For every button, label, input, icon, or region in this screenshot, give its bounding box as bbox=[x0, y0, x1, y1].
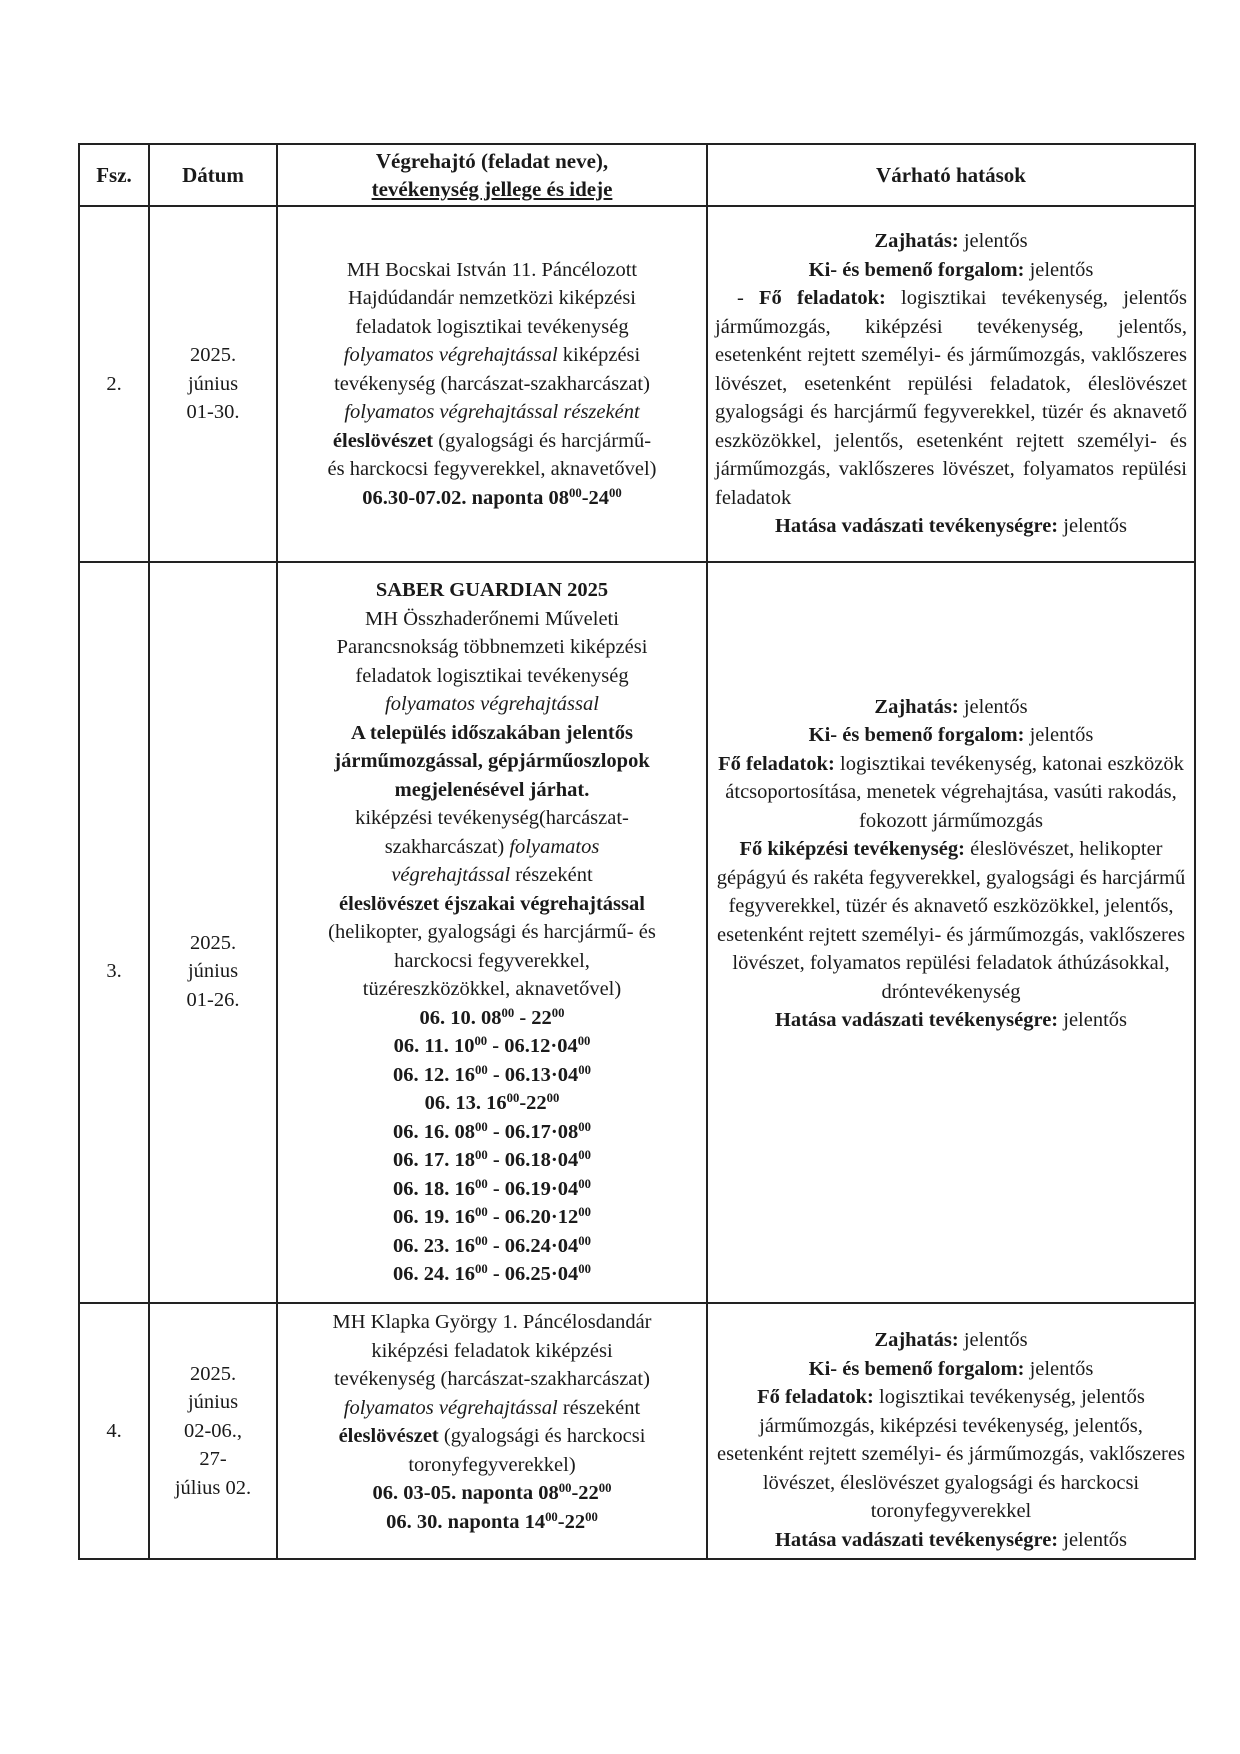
effect-label: Fő kiképzési tevékenység: bbox=[739, 838, 965, 860]
time-text: - 06.18·04 bbox=[487, 1149, 579, 1172]
effect-label: Zajhatás: bbox=[874, 1329, 959, 1351]
time-text: 06. 16. 08 bbox=[393, 1120, 476, 1143]
time-sup: 00 bbox=[578, 1148, 591, 1163]
task-line: megjelenésével járhat. bbox=[394, 778, 590, 801]
effect-value: jelentős bbox=[958, 1329, 1028, 1351]
time-text: 06. 30. naponta 14 bbox=[386, 1510, 546, 1533]
time-text: -24 bbox=[581, 486, 610, 509]
task-text: (gyalogsági és harckocsi bbox=[438, 1425, 646, 1447]
row-number: 3. bbox=[79, 562, 149, 1303]
time-text: - 06.19·04 bbox=[487, 1177, 579, 1200]
effect-value: logisztikai tevékenység, jelentős járműmozgás, kiképzési tevékenység, jelentős, esetenként rejtett személyi- és járműmozgás, vaklőszeres lövészet, éleslövészet gyalogsági és harckocsi toronyfegyverekkel bbox=[717, 1386, 1185, 1522]
time-text: -22 bbox=[557, 1510, 586, 1533]
effect-label: Zajhatás: bbox=[874, 230, 959, 253]
task-line: tüzéreszközökkel, aknavetővel) bbox=[362, 978, 622, 1001]
effect-main bbox=[715, 284, 1187, 512]
date-line: 27- bbox=[199, 1448, 227, 1471]
effect-value: jelentős bbox=[958, 695, 1028, 718]
time-sup: 00 bbox=[475, 1119, 488, 1134]
effect-value: jelentős bbox=[1058, 1528, 1128, 1551]
task-italic: folyamatos végrehajtással bbox=[343, 344, 558, 367]
task-line: kiképzési feladatok kiképzési bbox=[371, 1339, 613, 1362]
effect-traffic bbox=[715, 1355, 1187, 1384]
time-slot bbox=[285, 1175, 699, 1204]
task-description bbox=[277, 1303, 707, 1559]
time-sup: 00 bbox=[475, 1148, 488, 1163]
effect-value: jelentős bbox=[1058, 1009, 1128, 1031]
effect-label: Hatása vadászati tevékenységre: bbox=[774, 1009, 1059, 1031]
time-text: -22 bbox=[519, 1092, 547, 1115]
time-sup: 00 bbox=[578, 1176, 591, 1191]
task-line: feladatok logisztikai tevékenység bbox=[355, 315, 629, 338]
expected-effects bbox=[707, 1303, 1195, 1559]
time-sup: 00 bbox=[578, 1233, 591, 1248]
task-text: részeként bbox=[510, 864, 593, 887]
task-line bbox=[285, 1422, 699, 1451]
task-bold: éleslövészet bbox=[338, 1425, 439, 1447]
time-text: 06. 10. 08 bbox=[419, 1006, 502, 1029]
time-sup: 00 bbox=[546, 1091, 560, 1106]
table-row bbox=[79, 1303, 1195, 1559]
time-slot bbox=[285, 1032, 699, 1061]
time-text: - 06.12·04 bbox=[487, 1035, 578, 1058]
time-text: - 06.24·04 bbox=[487, 1234, 579, 1257]
header-vegrehajto-line2: tevékenység jellege és ideje bbox=[371, 177, 613, 201]
header-vegrehajto-line1: Végrehajtó (feladat neve), bbox=[375, 149, 609, 173]
task-text: részeként bbox=[557, 1396, 641, 1419]
date-line: június bbox=[187, 372, 239, 395]
table-row bbox=[79, 562, 1195, 1303]
task-text: szakharcászat) bbox=[384, 835, 510, 858]
time-text: 06. 12. 16 bbox=[393, 1063, 476, 1086]
date-line: 2025. bbox=[189, 931, 237, 954]
row-number: 4. bbox=[79, 1303, 149, 1559]
task-line: Parancsnokság többnemzeti kiképzési bbox=[336, 636, 648, 659]
date-line: 01-26. bbox=[186, 988, 240, 1011]
time-slot bbox=[285, 1061, 699, 1090]
effect-noise bbox=[715, 1326, 1187, 1355]
task-line bbox=[285, 861, 699, 890]
task-time bbox=[285, 1508, 699, 1537]
time-sup: 00 bbox=[585, 1509, 598, 1524]
effect-label: Fő feladatok: bbox=[718, 752, 835, 775]
expected-effects bbox=[707, 206, 1195, 562]
effect-value: logisztikai tevékenység, jelentős járműmozgás, kiképzési tevékenység, jelentős, esetenként rejtett személyi- és járműmozgás, vaklőszeres lövészet, esetenként repülési feladatok, éleslövészet gyalogsági és harcjármű fegyverekkel, tüzér és aknavető eszközökkel, jelentős, esetenként rejtett személyi- és járműmozgás, vaklőszeres lövészet, folyamatos repülési feladatok bbox=[715, 287, 1188, 509]
date-line: július 02. bbox=[174, 1476, 252, 1499]
time-sup: 00 bbox=[475, 1176, 488, 1191]
row-date bbox=[149, 206, 277, 562]
task-line: Hajdúdandár nemzetközi kiképzési bbox=[347, 287, 637, 310]
effect-value: jelentős bbox=[1024, 258, 1094, 281]
date-line: 2025. bbox=[189, 344, 237, 367]
time-slot bbox=[285, 1203, 699, 1232]
task-italic: folyamatos bbox=[509, 835, 600, 858]
time-slot bbox=[285, 1146, 699, 1175]
task-line: kiképzési tevékenység(harcászat- bbox=[355, 807, 629, 830]
time-sup: 00 bbox=[474, 1034, 488, 1049]
time-slot bbox=[285, 1232, 699, 1261]
time-text: - 06.20·12 bbox=[487, 1206, 579, 1229]
date-line: június bbox=[187, 960, 239, 983]
task-line: folyamatos végrehajtással részeként bbox=[344, 401, 640, 424]
task-line bbox=[285, 341, 699, 370]
task-line: harckocsi fegyverekkel, bbox=[394, 949, 590, 972]
task-italic: végrehajtással bbox=[391, 864, 511, 887]
expected-effects bbox=[707, 562, 1195, 1303]
effect-label: Zajhatás: bbox=[874, 695, 959, 718]
time-sup: 00 bbox=[475, 1262, 488, 1277]
effect-hunting bbox=[715, 512, 1187, 541]
schedule-times bbox=[285, 1004, 699, 1289]
task-line: folyamatos végrehajtással bbox=[385, 693, 599, 716]
effect-label: Fő feladatok: bbox=[759, 287, 886, 310]
row-date bbox=[149, 562, 277, 1303]
effect-value: logisztikai tevékenység, katonai eszközök átcsoportosítása, menetek végrehajtása, vasúti rakodás, fokozott járműmozgás bbox=[725, 752, 1184, 832]
time-sup: 00 bbox=[578, 1205, 591, 1220]
time-text: - 22 bbox=[514, 1006, 552, 1029]
table-row bbox=[79, 206, 1195, 562]
effect-label: Ki- és bemenő forgalom: bbox=[808, 258, 1025, 281]
effect-value: jelentős bbox=[1024, 1357, 1094, 1380]
time-sup: 00 bbox=[569, 485, 582, 500]
effect-main bbox=[715, 1383, 1187, 1526]
time-slot bbox=[285, 1118, 699, 1147]
time-slot bbox=[285, 1089, 699, 1118]
time-text: -22 bbox=[571, 1482, 599, 1504]
task-description bbox=[277, 562, 707, 1303]
time-text: 06. 19. 16 bbox=[393, 1206, 476, 1229]
time-sup: 00 bbox=[551, 1005, 565, 1020]
task-line bbox=[285, 833, 699, 862]
time-text: - 06.25·04 bbox=[487, 1263, 579, 1286]
task-time bbox=[285, 1479, 699, 1508]
effect-noise bbox=[715, 227, 1187, 256]
activity-table bbox=[78, 143, 1196, 1560]
effect-value: jelentős bbox=[958, 230, 1028, 253]
time-sup: 00 bbox=[545, 1509, 558, 1524]
task-line: tevékenység (harcászat-szakharcászat) bbox=[334, 372, 650, 395]
effect-noise bbox=[715, 693, 1187, 722]
task-line: (helikopter, gyalogsági és harcjármű- és bbox=[328, 921, 656, 944]
effect-training bbox=[715, 835, 1187, 1006]
header-fsz: Fsz. bbox=[79, 144, 149, 206]
effect-label: Fő feladatok: bbox=[757, 1386, 874, 1408]
row-date bbox=[149, 1303, 277, 1559]
task-line: A település időszakában jelentős bbox=[351, 721, 633, 744]
time-text: - 06.13·04 bbox=[487, 1063, 579, 1086]
time-sup: 00 bbox=[578, 1062, 591, 1077]
effect-value: éleslövészet, helikopter gépágyú és rakéta fegyverekkel, gyalogsági és harcjármű fegyverekkel, tüzér és aknavető eszközökkel, jelentős, esetenként rejtett személyi- és járműmozgás, vaklőszeres lövészet, folyamatos repülési feladatok áthúzásokkal, dróntevékenység bbox=[716, 838, 1186, 1003]
task-text: kiképzési bbox=[557, 344, 641, 367]
effect-value: jelentős bbox=[1024, 724, 1094, 746]
task-line: éleslövészet éjszakai végrehajtással bbox=[339, 892, 645, 915]
task-line: feladatok logisztikai tevékenység bbox=[355, 664, 629, 687]
effect-prefix: - bbox=[737, 287, 760, 310]
date-line: 2025. bbox=[189, 1362, 237, 1385]
date-line: 02-06., bbox=[183, 1419, 243, 1442]
time-text: 06. 24. 16 bbox=[393, 1263, 476, 1286]
time-sup: 00 bbox=[578, 1262, 591, 1277]
time-sup: 00 bbox=[598, 1481, 612, 1496]
time-slot bbox=[285, 1260, 699, 1289]
exercise-title: SABER GUARDIAN 2025 bbox=[375, 579, 609, 602]
time-sup: 00 bbox=[475, 1062, 488, 1077]
time-sup: 00 bbox=[578, 1119, 591, 1134]
effect-traffic bbox=[715, 256, 1187, 285]
task-text: (gyalogsági és harcjármű- bbox=[433, 429, 652, 452]
time-text: 06. 18. 16 bbox=[393, 1177, 476, 1200]
time-sup: 00 bbox=[609, 485, 622, 500]
time-text: 06.30-07.02. naponta 08 bbox=[362, 486, 569, 509]
effect-value: jelentős bbox=[1058, 515, 1128, 538]
row-number: 2. bbox=[79, 206, 149, 562]
effect-label: Hatása vadászati tevékenységre: bbox=[774, 1528, 1059, 1551]
time-sup: 00 bbox=[475, 1233, 488, 1248]
date-line: 01-30. bbox=[186, 401, 240, 424]
task-line bbox=[285, 1394, 699, 1423]
task-line bbox=[285, 427, 699, 456]
task-description bbox=[277, 206, 707, 562]
effect-label: Ki- és bemenő forgalom: bbox=[808, 724, 1025, 746]
time-sup: 00 bbox=[475, 1205, 488, 1220]
time-text: 06. 17. 18 bbox=[393, 1149, 476, 1172]
effect-hunting bbox=[715, 1006, 1187, 1035]
date-line: június bbox=[187, 1391, 239, 1414]
task-line: MH Klapka György 1. Páncélosdandár bbox=[332, 1311, 652, 1333]
time-sup: 00 bbox=[558, 1481, 572, 1496]
task-time bbox=[285, 484, 699, 513]
time-text: 06. 13. 16 bbox=[424, 1092, 507, 1115]
task-line: toronyfegyverekkel) bbox=[408, 1453, 576, 1476]
effect-hunting bbox=[715, 1526, 1187, 1555]
task-line: és harckocsi fegyverekkel, aknavetővel) bbox=[327, 458, 657, 481]
time-sup: 00 bbox=[501, 1005, 515, 1020]
time-text: 06. 11. 10 bbox=[393, 1035, 475, 1058]
time-sup: 00 bbox=[577, 1034, 591, 1049]
time-slot bbox=[285, 1004, 699, 1033]
task-line: MH Bocskai István 11. Páncélozott bbox=[346, 258, 638, 281]
effect-traffic bbox=[715, 721, 1187, 750]
task-line: MH Összhaderőnemi Műveleti bbox=[365, 607, 619, 630]
header-datum: Dátum bbox=[149, 144, 277, 206]
header-hatasok: Várható hatások bbox=[707, 144, 1195, 206]
task-italic: folyamatos végrehajtással bbox=[343, 1396, 558, 1419]
effect-main bbox=[715, 750, 1187, 836]
header-vegrehajto bbox=[277, 144, 707, 206]
task-line: járműmozgással, gépjárműoszlopok bbox=[334, 750, 650, 773]
task-line: tevékenység (harcászat-szakharcászat) bbox=[334, 1368, 650, 1390]
time-text: 06. 03-05. naponta 08 bbox=[372, 1482, 559, 1504]
effect-label: Ki- és bemenő forgalom: bbox=[808, 1357, 1025, 1380]
time-sup: 00 bbox=[506, 1091, 520, 1106]
effect-label: Hatása vadászati tevékenységre: bbox=[774, 515, 1059, 538]
time-text: 06. 23. 16 bbox=[393, 1234, 476, 1257]
task-bold: éleslövészet bbox=[332, 429, 434, 452]
time-text: - 06.17·08 bbox=[487, 1120, 579, 1143]
header-row bbox=[79, 144, 1195, 206]
